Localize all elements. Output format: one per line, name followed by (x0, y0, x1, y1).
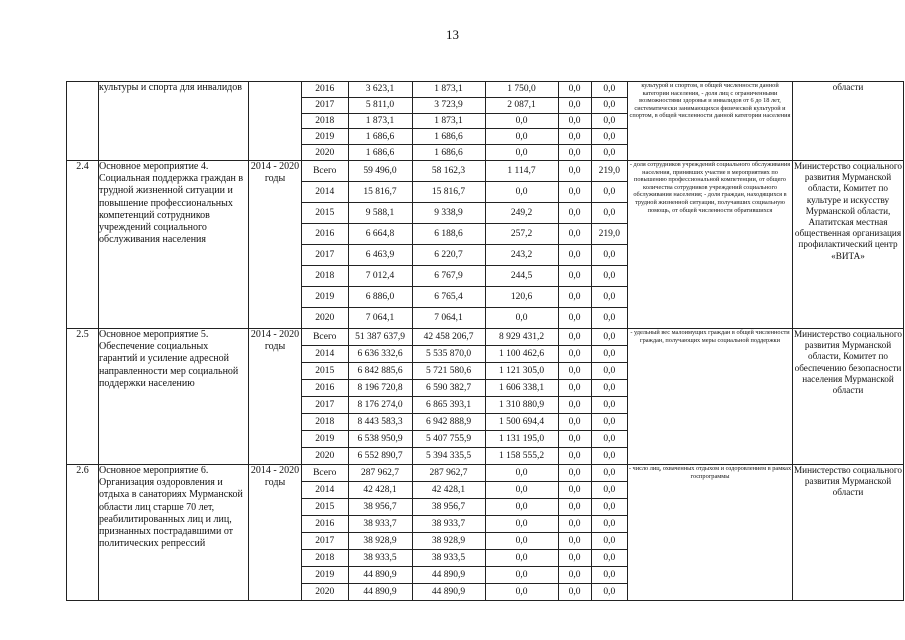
funding-row (302, 181, 627, 202)
funding-row (302, 113, 627, 129)
row-number: 2.6 (67, 464, 99, 600)
funding-cell-year: 2019 (302, 566, 348, 583)
funding-cell-v3: 243,2 (485, 244, 558, 265)
funding-cell-v5: 0,0 (591, 202, 627, 223)
funding-cell-v3: 1 100 462,6 (485, 345, 558, 362)
executor: Министерство социального развития Мурманской области (793, 464, 904, 600)
indicators: - удельный вес малоимущих граждан в общей численности граждан, получающих меры социальной поддержки (628, 328, 793, 464)
funding-cell-v3: 0,0 (485, 181, 558, 202)
funding-cell-total: 6 636 332,6 (348, 345, 412, 362)
funding-cell-v5: 0,0 (591, 244, 627, 265)
funding-cell-year: 2014 (302, 481, 348, 498)
funding-cell-total: 6 463,9 (348, 244, 412, 265)
funding-row (302, 515, 627, 532)
funding-cell-v5: 0,0 (591, 413, 627, 430)
funding-cell-total: 44 890,9 (348, 566, 412, 583)
funding-cell-year: 2015 (302, 362, 348, 379)
funding-cell-v2: 6 590 382,7 (412, 379, 485, 396)
funding-cell-v5: 0,0 (591, 566, 627, 583)
funding-cell-v2: 9 338,9 (412, 202, 485, 223)
funding-cell-v4: 0,0 (558, 447, 591, 464)
funding-cell-v2: 38 956,7 (412, 498, 485, 515)
funding-cell-total: 6 552 890,7 (348, 447, 412, 464)
funding-cell-v4: 0,0 (558, 265, 591, 286)
funding-cell-v3: 249,2 (485, 202, 558, 223)
funding-cell-v2: 5 535 870,0 (412, 345, 485, 362)
funding-cell-v5: 0,0 (591, 362, 627, 379)
funding-row (302, 413, 627, 430)
funding-cell-total: 7 064,1 (348, 307, 412, 328)
funding-cell-year: 2019 (302, 129, 348, 145)
funding-cell-v5: 0,0 (603, 312, 616, 323)
funding-cell-total: 6 664,8 (348, 223, 412, 244)
funding-cell-v4: 0,0 (558, 583, 591, 600)
funding-cell-total: 5 811,0 (348, 97, 412, 113)
period: 2014 - 2020 годы (249, 328, 302, 464)
program-table (66, 81, 904, 601)
funding-cell-year: 2016 (302, 379, 348, 396)
funding-cell-v5: 0,0 (603, 147, 616, 158)
funding-cell-year: 2014 (302, 345, 348, 362)
indicators: - доля сотрудников учреждений социального обслуживания населения, принявших участие в мероприятиях по повышению профессиональной компетенции, от общего количества сотрудников учреждений социального обслуживания населения; - доля граждан, находящихся в трудной жизненной ситуации, получавших социальную помощь, от общей численности обратившихся (628, 160, 793, 328)
funding-cell-v3: 0,0 (485, 129, 558, 145)
funding-cell-v3: 0,0 (485, 481, 558, 498)
funding-cell-year: 2020 (302, 307, 348, 328)
funding-cell-total: 59 496,0 (348, 161, 412, 182)
funding-row (302, 265, 627, 286)
funding-cell-v4: 0,0 (558, 532, 591, 549)
funding-cell-v5: 0,0 (603, 586, 616, 597)
funding-cell-v2: 5 407 755,9 (412, 430, 485, 447)
funding-cell-v4: 0,0 (558, 566, 591, 583)
funding-cell-v4: 0,0 (558, 465, 591, 482)
funding-cell-total: 3 623,1 (348, 82, 412, 97)
funding-cell-total: 51 387 637,9 (348, 329, 412, 346)
funding-cell-v2: 3 723,9 (412, 97, 485, 113)
page-number: 13 (446, 27, 459, 42)
funding-cell-v3: 0,0 (485, 465, 558, 482)
funding-cell-v3: 1 114,7 (485, 161, 558, 182)
funding-cell-year: 2016 (302, 515, 348, 532)
funding-row (302, 583, 627, 600)
funding-cell-v4: 0,0 (558, 498, 591, 515)
funding-cell-v2: 7 064,1 (412, 307, 485, 328)
funding-cell-v3: 0,0 (485, 113, 558, 129)
funding-cell-year: 2020 (302, 447, 348, 464)
funding-cell-v4: 0,0 (558, 515, 591, 532)
funding-cell-total: 1 873,1 (348, 113, 412, 129)
funding-cell-v2: 1 873,1 (412, 113, 485, 129)
funding-cell-year: 2017 (302, 396, 348, 413)
funding-cell-v2: 1 873,1 (412, 82, 485, 97)
funding-cell-year: 2015 (302, 498, 348, 515)
funding-row (302, 396, 627, 413)
funding-cell-year: 2017 (302, 532, 348, 549)
funding-cell-v5: 0,0 (591, 465, 627, 482)
funding-cell-v3: 2 087,1 (485, 97, 558, 113)
funding-cell-v2: 42 458 206,7 (412, 329, 485, 346)
funding-cell-year: 2018 (302, 549, 348, 566)
funding-cell-v2: 38 933,5 (412, 549, 485, 566)
funding-cell-v5: 0,0 (591, 129, 627, 145)
funding-cell-year: 2020 (302, 145, 348, 160)
funding-row (302, 549, 627, 566)
funding-row (302, 532, 627, 549)
funding-cell-total: 6 538 950,9 (348, 430, 412, 447)
funding-cell-v3: 1 750,0 (485, 82, 558, 97)
funding-cell-total: 6 886,0 (348, 286, 412, 307)
funding-cell-total: 8 196 720,8 (348, 379, 412, 396)
funding-cell-total: 1 686,6 (348, 145, 412, 160)
funding-cell-v5: 0,0 (591, 329, 627, 346)
funding-grid (302, 464, 628, 600)
funding-cell-v4: 0,0 (558, 307, 591, 328)
funding-cell-v2: 44 890,9 (412, 583, 485, 600)
funding-cell-v3: 1 121 305,0 (485, 362, 558, 379)
funding-cell-v3: 1 310 880,9 (485, 396, 558, 413)
funding-row (302, 447, 627, 464)
funding-row (302, 129, 627, 145)
funding-cell-year: 2018 (302, 113, 348, 129)
row-number: 2.5 (67, 328, 99, 464)
funding-cell-v5: 0,0 (591, 515, 627, 532)
row-number: 2.4 (67, 160, 99, 328)
funding-cell-v2: 58 162,3 (412, 161, 485, 182)
program-row (67, 464, 904, 600)
funding-cell-v4: 0,0 (558, 481, 591, 498)
activity-name: культуры и спорта для инвалидов (99, 82, 249, 161)
funding-table (302, 465, 627, 600)
funding-row (302, 82, 627, 97)
funding-cell-v4: 0,0 (558, 329, 591, 346)
funding-row (302, 202, 627, 223)
funding-row (302, 362, 627, 379)
funding-cell-v2: 5 721 580,6 (412, 362, 485, 379)
funding-cell-v5: 0,0 (591, 181, 627, 202)
funding-row (302, 307, 627, 328)
funding-row (302, 286, 627, 307)
funding-row (302, 430, 627, 447)
activity-name: Основное мероприятие 4. Социальная поддержка граждан в трудной жизненной ситуации и повышение профессиональных компетенций сотрудников учреждений социального обслуживания населения (99, 160, 249, 328)
funding-cell-year: 2019 (302, 430, 348, 447)
funding-cell-year: 2014 (302, 181, 348, 202)
funding-row (302, 97, 627, 113)
funding-cell-v5: 0,0 (591, 286, 627, 307)
funding-cell-v4: 0,0 (558, 345, 591, 362)
funding-row (302, 498, 627, 515)
funding-cell-v2: 44 890,9 (412, 566, 485, 583)
funding-cell-v3: 0,0 (485, 583, 558, 600)
funding-cell-v2: 1 686,6 (412, 145, 485, 160)
funding-cell-v5: 0,0 (591, 265, 627, 286)
funding-cell-v4: 0,0 (558, 362, 591, 379)
funding-cell-v4: 0,0 (558, 161, 591, 182)
funding-cell-v3: 0,0 (485, 515, 558, 532)
funding-cell-year: 2017 (302, 97, 348, 113)
funding-table (302, 329, 627, 464)
funding-cell-v4: 0,0 (558, 97, 591, 113)
funding-cell-v3: 257,2 (485, 223, 558, 244)
activity-name: Основное мероприятие 5. Обеспечение социальных гарантий и усиление адресной направленности мер социальной поддержки населению (99, 328, 249, 464)
funding-cell-v4: 0,0 (558, 223, 591, 244)
funding-cell-year: 2015 (302, 202, 348, 223)
funding-cell-year: 2016 (302, 82, 348, 97)
funding-cell-v2: 15 816,7 (412, 181, 485, 202)
funding-cell-v5: 0,0 (603, 450, 616, 461)
funding-cell-total: 42 428,1 (348, 481, 412, 498)
funding-cell-v4: 0,0 (558, 549, 591, 566)
funding-row (302, 566, 627, 583)
funding-cell-year: 2019 (302, 286, 348, 307)
funding-cell-total: 9 588,1 (348, 202, 412, 223)
funding-grid (302, 82, 628, 161)
funding-cell-year: Всего (302, 329, 348, 346)
funding-cell-total: 6 842 885,6 (348, 362, 412, 379)
funding-cell-v4: 0,0 (558, 286, 591, 307)
funding-cell-year: 2017 (302, 244, 348, 265)
funding-cell-year: 2018 (302, 413, 348, 430)
funding-row (302, 345, 627, 362)
executor: области (793, 82, 904, 161)
funding-cell-v3: 8 929 431,2 (485, 329, 558, 346)
funding-cell-v3: 120,6 (485, 286, 558, 307)
funding-cell-v2: 287 962,7 (412, 465, 485, 482)
funding-row (302, 465, 627, 482)
funding-cell-v2: 6 767,9 (412, 265, 485, 286)
funding-table (302, 82, 627, 160)
funding-cell-v2: 6 865 393,1 (412, 396, 485, 413)
funding-cell-v3: 0,0 (485, 145, 558, 160)
funding-cell-v2: 6 942 888,9 (412, 413, 485, 430)
funding-cell-v4: 0,0 (558, 145, 591, 160)
funding-cell-total: 15 816,7 (348, 181, 412, 202)
funding-cell-v4: 0,0 (558, 244, 591, 265)
funding-cell-total: 7 012,4 (348, 265, 412, 286)
funding-cell-v4: 0,0 (558, 181, 591, 202)
funding-cell-v5: 0,0 (591, 345, 627, 362)
funding-row (302, 145, 627, 160)
funding-cell-v5: 0,0 (591, 498, 627, 515)
funding-cell-v5: 219,0 (591, 223, 627, 244)
executor: Министерство социального развития Мурманской области, Комитет по культуре и искусству Мурманской области, Апатитская местная общественная организация профилактический центр «ВИТА» (793, 160, 904, 328)
funding-cell-v4: 0,0 (558, 202, 591, 223)
funding-cell-v5: 0,0 (591, 82, 627, 97)
row-number (67, 82, 99, 161)
funding-cell-v2: 6 188,6 (412, 223, 485, 244)
funding-cell-v3: 0,0 (485, 549, 558, 566)
funding-cell-v5: 0,0 (591, 532, 627, 549)
funding-cell-v4: 0,0 (558, 379, 591, 396)
funding-cell-v2: 42 428,1 (412, 481, 485, 498)
funding-cell-v5: 0,0 (591, 379, 627, 396)
funding-cell-v3: 0,0 (485, 532, 558, 549)
funding-cell-v3: 0,0 (485, 307, 558, 328)
funding-cell-year: 2018 (302, 265, 348, 286)
funding-cell-v3: 1 606 338,1 (485, 379, 558, 396)
funding-cell-v4: 0,0 (558, 113, 591, 129)
funding-cell-total: 44 890,9 (348, 583, 412, 600)
funding-cell-total: 8 443 583,3 (348, 413, 412, 430)
funding-cell-total: 1 686,6 (348, 129, 412, 145)
funding-row (302, 379, 627, 396)
funding-cell-v2: 38 928,9 (412, 532, 485, 549)
funding-cell-v3: 244,5 (485, 265, 558, 286)
funding-cell-v4: 0,0 (558, 413, 591, 430)
funding-cell-v2: 1 686,6 (412, 129, 485, 145)
funding-cell-year: Всего (302, 161, 348, 182)
indicators: - число лиц, охваченных отдыхом и оздоровлением в рамках госпрограммы (628, 464, 793, 600)
activity-name: Основное мероприятие 6. Организация оздоровления и отдыха в санаториях Мурманской области лиц старше 70 лет, реабилитированных лиц и лиц, признанных пострадавшими от политических репрессий (99, 464, 249, 600)
indicators: культурой и спортом, в общей численности данной категории населения, - доля лиц с ограниченными возможностями здоровья и инвалидов от 6 до 18 лет, систематически занимающихся физической культурой и спортом, в общей численности данной категории населения (628, 82, 793, 161)
funding-cell-total: 287 962,7 (348, 465, 412, 482)
funding-cell-v3: 0,0 (485, 498, 558, 515)
funding-cell-v5: 0,0 (591, 113, 627, 129)
funding-cell-v5: 0,0 (591, 549, 627, 566)
funding-cell-total: 8 176 274,0 (348, 396, 412, 413)
funding-cell-v2: 6 220,7 (412, 244, 485, 265)
funding-cell-year: 2020 (302, 583, 348, 600)
funding-cell-v4: 0,0 (558, 430, 591, 447)
funding-cell-v2: 6 765,4 (412, 286, 485, 307)
funding-row (302, 244, 627, 265)
funding-row (302, 161, 627, 182)
funding-cell-v5: 0,0 (591, 430, 627, 447)
period: 2014 - 2020 годы (249, 160, 302, 328)
funding-cell-v4: 0,0 (558, 82, 591, 97)
funding-cell-total: 38 933,7 (348, 515, 412, 532)
funding-cell-total: 38 933,5 (348, 549, 412, 566)
executor: Министерство социального развития Мурманской области, Комитет по обеспечению безопасности населения Мурманской области (793, 328, 904, 464)
period (249, 82, 302, 161)
funding-grid (302, 328, 628, 464)
funding-row (302, 223, 627, 244)
funding-cell-v3: 1 158 555,2 (485, 447, 558, 464)
funding-cell-v4: 0,0 (558, 396, 591, 413)
funding-cell-v5: 0,0 (591, 481, 627, 498)
program-row (67, 328, 904, 464)
funding-grid (302, 160, 628, 328)
funding-cell-v3: 0,0 (485, 566, 558, 583)
program-row (67, 160, 904, 328)
period: 2014 - 2020 годы (249, 464, 302, 600)
funding-cell-v5: 219,0 (591, 161, 627, 182)
funding-cell-v2: 5 394 335,5 (412, 447, 485, 464)
program-row (67, 82, 904, 161)
funding-cell-total: 38 928,9 (348, 532, 412, 549)
funding-cell-year: 2016 (302, 223, 348, 244)
funding-cell-v4: 0,0 (558, 129, 591, 145)
funding-cell-v3: 1 500 694,4 (485, 413, 558, 430)
funding-cell-v5: 0,0 (591, 97, 627, 113)
funding-cell-v3: 1 131 195,0 (485, 430, 558, 447)
funding-cell-v5: 0,0 (591, 396, 627, 413)
funding-cell-total: 38 956,7 (348, 498, 412, 515)
funding-row (302, 481, 627, 498)
funding-row (302, 329, 627, 346)
funding-table (302, 161, 627, 328)
funding-cell-year: Всего (302, 465, 348, 482)
funding-cell-v2: 38 933,7 (412, 515, 485, 532)
